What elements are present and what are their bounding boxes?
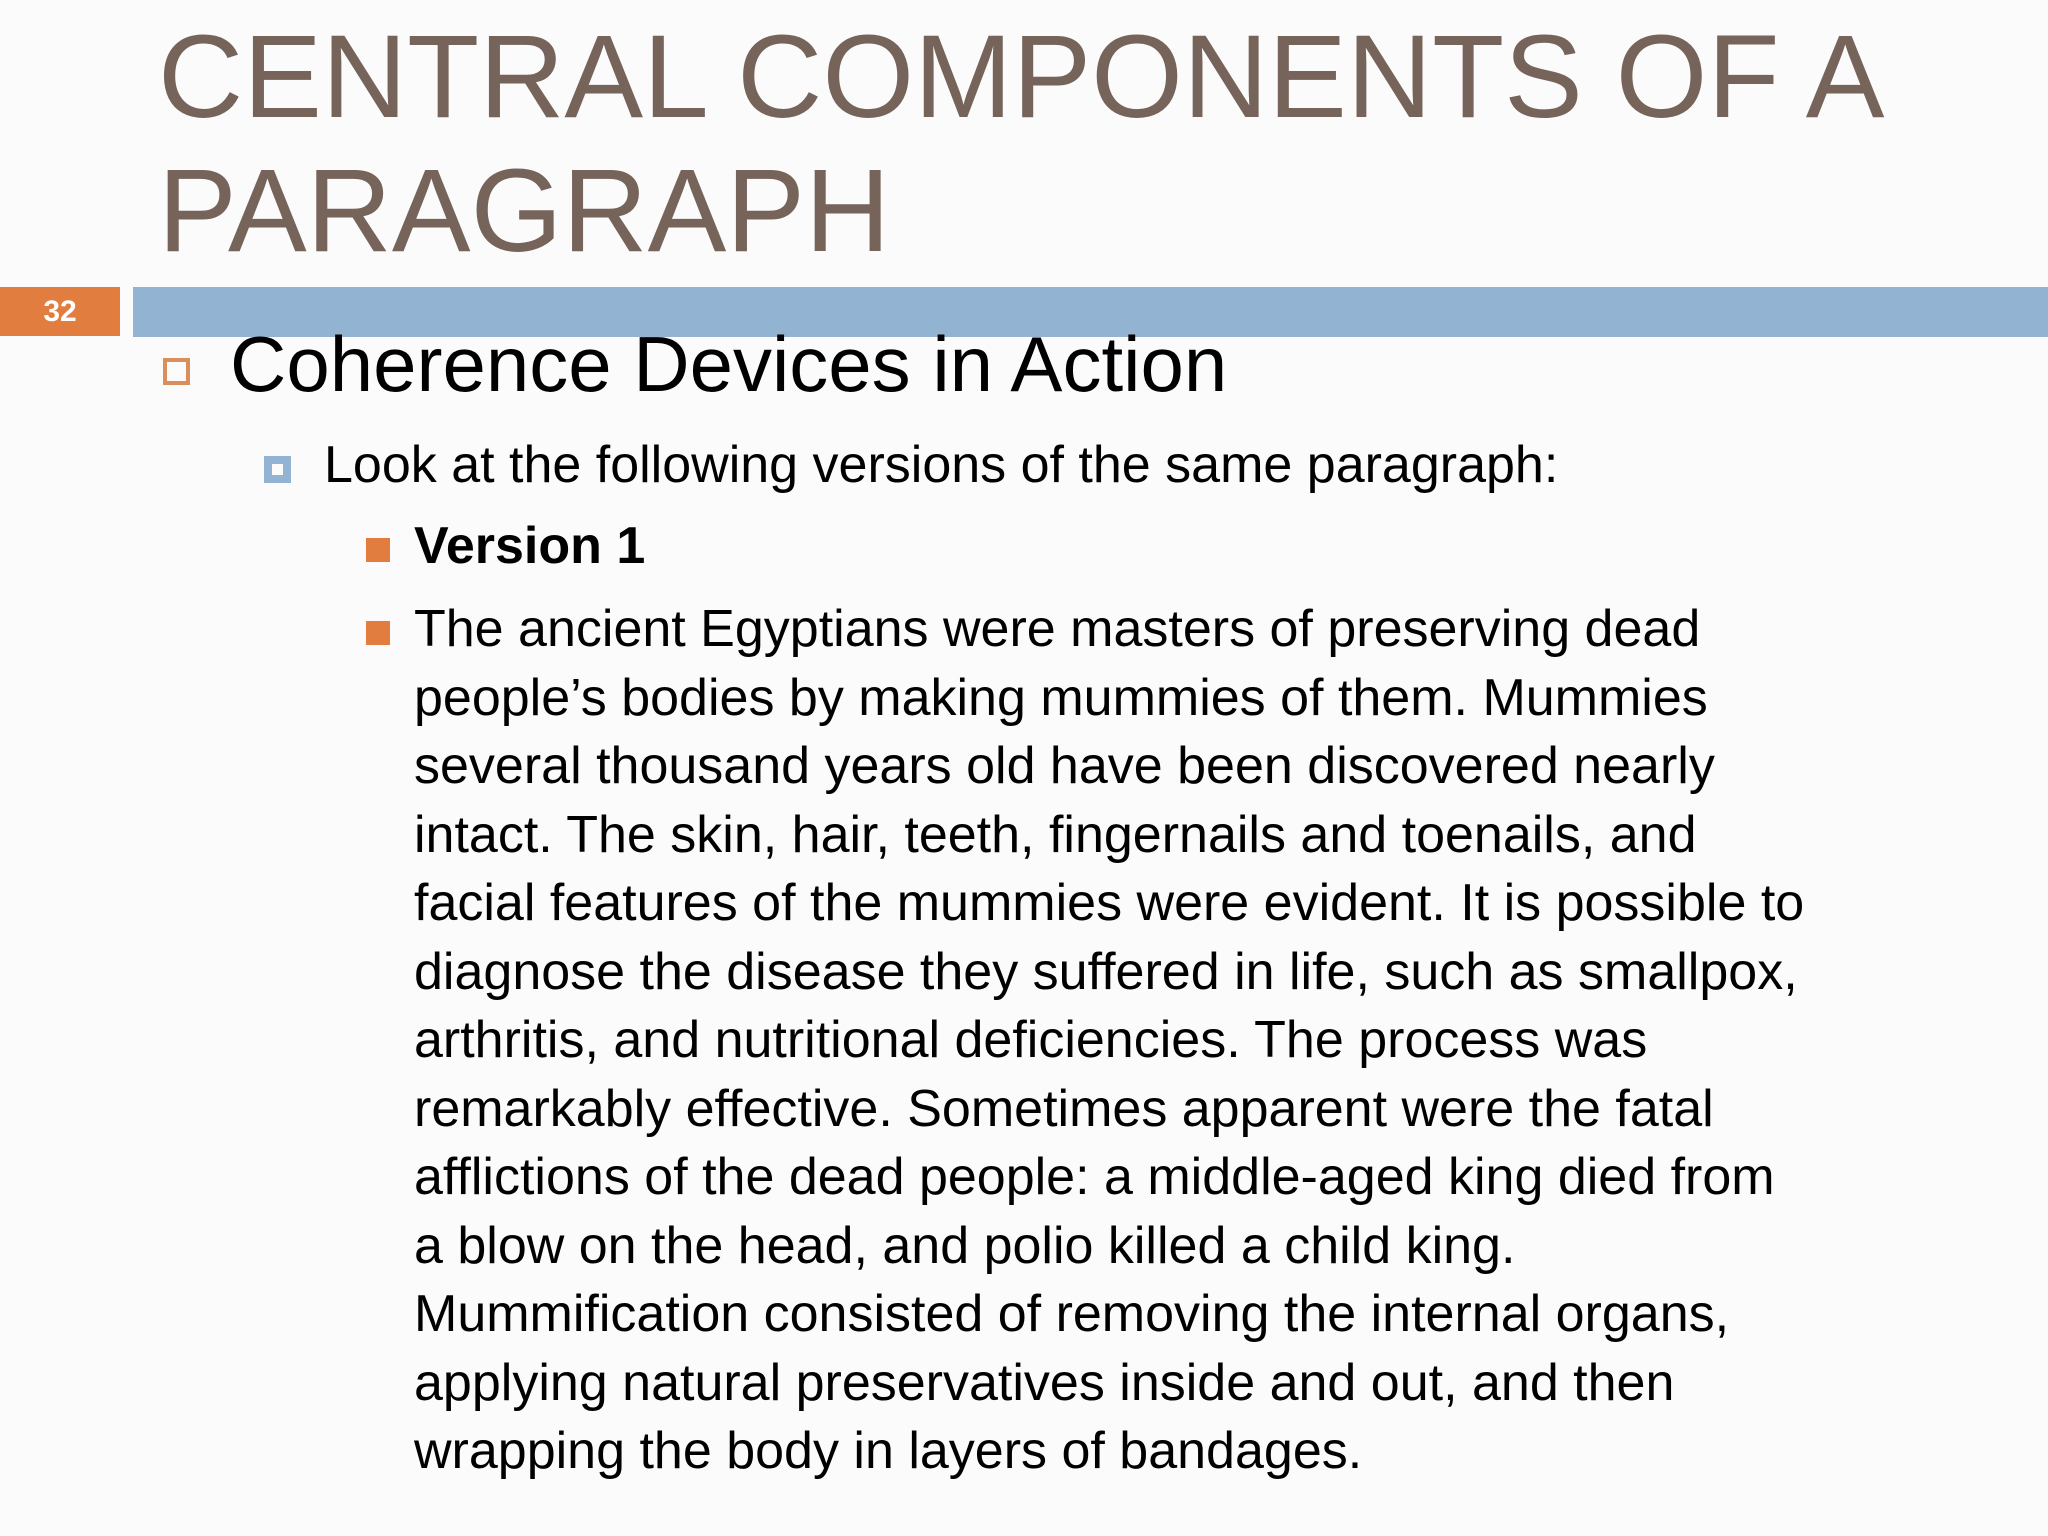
paragraph-line: wrapping the body in layers of bandages. xyxy=(414,1422,1363,1480)
slide-number-badge: 32 xyxy=(0,287,120,336)
paragraph-line: applying natural preservatives inside and out, and then xyxy=(414,1353,1675,1412)
filled-square-bullet-icon xyxy=(366,621,390,645)
paragraph-line: people’s bodies by making mummies of them. Mummies xyxy=(414,668,1708,727)
paragraph-text xyxy=(414,595,1994,1486)
paragraph-line: remarkably effective. Sometimes apparent were the fatal xyxy=(414,1079,1714,1138)
paragraph-line: several thousand years old have been discovered nearly xyxy=(414,737,1715,795)
paragraph-line: Mummification consisted of removing the internal organs, xyxy=(414,1285,1730,1343)
slide-title-line: CENTRAL COMPONENTS OF A xyxy=(158,11,1885,143)
hollow-square-bullet-icon xyxy=(163,358,190,385)
paragraph-line: intact. The skin, hair, teeth, fingernails and toenails, and xyxy=(414,805,1697,864)
bullet-level2-text: Look at the following versions of the same paragraph: xyxy=(324,436,1559,494)
paragraph-line: a blow on the head, and polio killed a child king. xyxy=(414,1216,1516,1275)
framed-square-bullet-icon xyxy=(264,456,291,483)
paragraph-line: The ancient Egyptians were masters of preserving dead xyxy=(414,600,1701,658)
filled-square-bullet-icon xyxy=(366,538,390,562)
paragraph-line: diagnose the disease they suffered in life, such as smallpox, xyxy=(414,942,1798,1001)
paragraph-line: facial features of the mummies were evident. It is possible to xyxy=(414,874,1805,932)
slide-title-line: PARAGRAPH xyxy=(158,145,891,277)
slide-title xyxy=(158,10,2008,278)
paragraph-line: afflictions of the dead people: a middle-aged king died from xyxy=(414,1148,1775,1206)
paragraph-line: arthritis, and nutritional deficiencies. The process was xyxy=(414,1011,1648,1069)
bullet-level1-text: Coherence Devices in Action xyxy=(230,320,1228,408)
version-label: Version 1 xyxy=(414,517,646,575)
